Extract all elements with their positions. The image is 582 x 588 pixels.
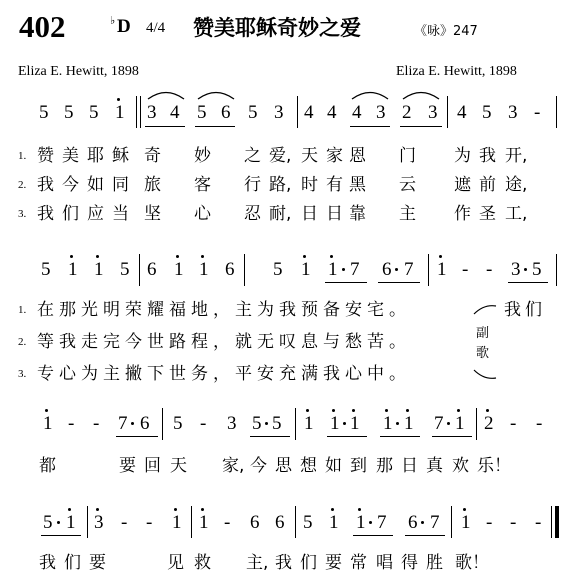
note: 2	[402, 102, 412, 123]
note: 5	[173, 413, 183, 434]
lyric: 日	[326, 204, 343, 224]
note: 1	[304, 413, 314, 434]
hymn-number: 402	[19, 9, 66, 44]
note: 5	[273, 259, 283, 280]
note: 1	[94, 259, 104, 280]
lyric: 真	[426, 456, 443, 476]
note: -	[510, 413, 517, 434]
lyric: 心	[194, 204, 211, 224]
note: -	[536, 413, 543, 434]
lyric: 如	[87, 175, 104, 195]
lyric: 我	[37, 204, 54, 224]
lyric: 常	[350, 553, 367, 573]
note: 3	[227, 413, 237, 434]
lyric: 胜	[426, 553, 443, 573]
verse-number: 3.	[18, 368, 27, 380]
lyric: 遮	[454, 175, 471, 195]
key-signature: D	[117, 16, 131, 37]
note: 1	[461, 512, 471, 533]
lyric: 应	[87, 204, 104, 224]
note: -	[510, 512, 517, 533]
lyric: 为	[454, 146, 471, 166]
note: -	[200, 413, 207, 434]
note: -	[534, 102, 541, 123]
note: 3	[428, 102, 438, 123]
lyric: 我	[39, 553, 56, 573]
note: 3	[147, 102, 157, 123]
lyric: 忍	[244, 204, 261, 224]
note: 6	[275, 512, 285, 533]
verse-number: 2.	[18, 179, 27, 191]
author-credit-left: Eliza E. Hewitt, 1898	[18, 64, 139, 79]
lyric: 坚	[144, 204, 161, 224]
lyric: 那	[376, 456, 393, 476]
lyric: 歌！	[455, 553, 489, 573]
note: -	[462, 259, 469, 280]
verse-line: 在那光明荣耀福地，主为我预备安宅。	[37, 300, 411, 320]
lyric: 途,	[505, 175, 528, 195]
key-flat-sign: ♭	[110, 14, 116, 27]
lyric: 救	[194, 553, 211, 573]
note: 1	[172, 512, 182, 533]
note: 3	[511, 259, 521, 280]
note: 1	[174, 259, 184, 280]
lyric: 主,	[246, 553, 269, 573]
lyric: 有	[326, 175, 343, 195]
lyric: 圣	[479, 204, 496, 224]
note: -	[224, 512, 231, 533]
note: 1	[329, 512, 339, 533]
lyric: 稣	[112, 146, 129, 166]
lyric: 奇	[144, 146, 161, 166]
time-signature: 4/4	[146, 20, 166, 36]
note: 5	[252, 413, 262, 434]
note: 5	[39, 102, 49, 123]
lyric: 恩	[349, 146, 366, 166]
note: 1	[43, 413, 53, 434]
note: 4	[170, 102, 180, 123]
lyric: 行	[244, 175, 261, 195]
author-credit-right: Eliza E. Hewitt, 1898	[396, 64, 517, 79]
lyric: 们	[62, 204, 79, 224]
lyric: 如	[325, 456, 342, 476]
lyric: 主	[399, 204, 416, 224]
lyric: 们	[64, 553, 81, 573]
lyric: 思	[275, 456, 292, 476]
note: 6	[250, 512, 260, 533]
lyric: 日	[401, 456, 418, 476]
lyric: 门	[399, 146, 416, 166]
note: 5	[303, 512, 313, 533]
lyric: 要	[89, 553, 106, 573]
note: 2	[484, 413, 494, 434]
note: 1	[66, 512, 76, 533]
lyric: 得	[401, 553, 418, 573]
hymn-title: 赞美耶稣奇妙之爱	[193, 16, 361, 40]
note: -	[535, 512, 542, 533]
note: 1	[383, 413, 393, 434]
note: 4	[352, 102, 362, 123]
lyric: 赞	[37, 146, 54, 166]
note: -	[93, 413, 100, 434]
note: 1	[455, 413, 465, 434]
note: 3	[376, 102, 386, 123]
lyric: 爱,	[269, 146, 292, 166]
note: 5	[197, 102, 207, 123]
note: 5	[248, 102, 258, 123]
source-reference: 《咏》247	[414, 24, 478, 39]
note: 5	[482, 102, 492, 123]
note: 5	[89, 102, 99, 123]
lyric: 黑	[349, 175, 366, 195]
lyric: 客	[194, 175, 211, 195]
note: 7	[350, 259, 360, 280]
note: 5	[41, 259, 51, 280]
lyric: 我	[37, 175, 54, 195]
note: 1	[330, 413, 340, 434]
note: 7	[118, 413, 128, 434]
lyric: 家,	[222, 456, 245, 476]
lyric: 天	[301, 146, 318, 166]
note: 7	[430, 512, 440, 533]
lyric: 见	[167, 553, 184, 573]
lyric: 乐！	[477, 456, 511, 476]
note: -	[121, 512, 128, 533]
lyric: 旅	[144, 175, 161, 195]
lyric: 之	[244, 146, 261, 166]
note: 1	[356, 512, 366, 533]
lyric: 作	[454, 204, 471, 224]
lyric: 时	[301, 175, 318, 195]
note: 1	[115, 102, 125, 123]
lyric: 都	[39, 456, 56, 476]
lyric: 当	[112, 204, 129, 224]
note: 5	[64, 102, 74, 123]
lyric: 妙	[194, 146, 211, 166]
note: 6	[408, 512, 418, 533]
note: 4	[327, 102, 337, 123]
lyric: 天	[170, 456, 187, 476]
verse-number: 2.	[18, 336, 27, 348]
lyric: 到	[350, 456, 367, 476]
note: 6	[147, 259, 157, 280]
note: 3	[274, 102, 284, 123]
verse-line: 专心为主撇下世务，平安充满我心中。	[37, 364, 411, 384]
lyric: 家	[326, 146, 343, 166]
lyric: 美	[62, 146, 79, 166]
note: 1	[199, 259, 209, 280]
lyric: 我	[275, 553, 292, 573]
note: 1	[68, 259, 78, 280]
note: 4	[457, 102, 467, 123]
lyric: 耐,	[269, 204, 292, 224]
lyric: 回	[144, 456, 161, 476]
lyric: 前	[479, 175, 496, 195]
lyric: 想	[300, 456, 317, 476]
note: 5	[272, 413, 282, 434]
lyric: 同	[112, 175, 129, 195]
note: 1	[437, 259, 447, 280]
note: 7	[377, 512, 387, 533]
note: 3	[94, 512, 104, 533]
verse-number: 1.	[18, 150, 27, 162]
note: 6	[221, 102, 231, 123]
note: 1	[301, 259, 311, 280]
lyric: 要	[119, 456, 136, 476]
note: -	[486, 259, 493, 280]
lyric: 今	[250, 456, 267, 476]
note: 5	[43, 512, 53, 533]
verse-line: 等我走完今世路程，就无叹息与愁苦。	[37, 332, 411, 352]
note: -	[486, 512, 493, 533]
note: 1	[199, 512, 209, 533]
note: 1	[328, 259, 338, 280]
note: 6	[225, 259, 235, 280]
lyric: 欢	[452, 456, 469, 476]
lyric: 们	[300, 553, 317, 573]
note: 5	[532, 259, 542, 280]
lyric: 靠	[349, 204, 366, 224]
chorus-pickup-lyric: 我们	[504, 300, 546, 320]
lyric: 要	[325, 553, 342, 573]
chorus-label: 歌	[476, 346, 490, 361]
lyric: 耶	[87, 146, 104, 166]
chorus-label: 副	[476, 326, 490, 341]
verse-number: 3.	[18, 208, 27, 220]
note: 6	[140, 413, 150, 434]
note: -	[146, 512, 153, 533]
lyric: 日	[301, 204, 318, 224]
note: 3	[508, 102, 518, 123]
lyric: 云	[399, 175, 416, 195]
note: -	[68, 413, 75, 434]
lyric: 开,	[505, 146, 528, 166]
note: 1	[350, 413, 360, 434]
note: 5	[120, 259, 130, 280]
note: 7	[404, 259, 414, 280]
lyric: 路,	[269, 175, 292, 195]
lyric: 我	[479, 146, 496, 166]
lyric: 今	[62, 175, 79, 195]
note: 7	[434, 413, 444, 434]
lyric: 唱	[376, 553, 393, 573]
verse-number: 1.	[18, 304, 27, 316]
note: 6	[382, 259, 392, 280]
note: 4	[304, 102, 314, 123]
note: 1	[404, 413, 414, 434]
lyric: 工,	[505, 204, 528, 224]
